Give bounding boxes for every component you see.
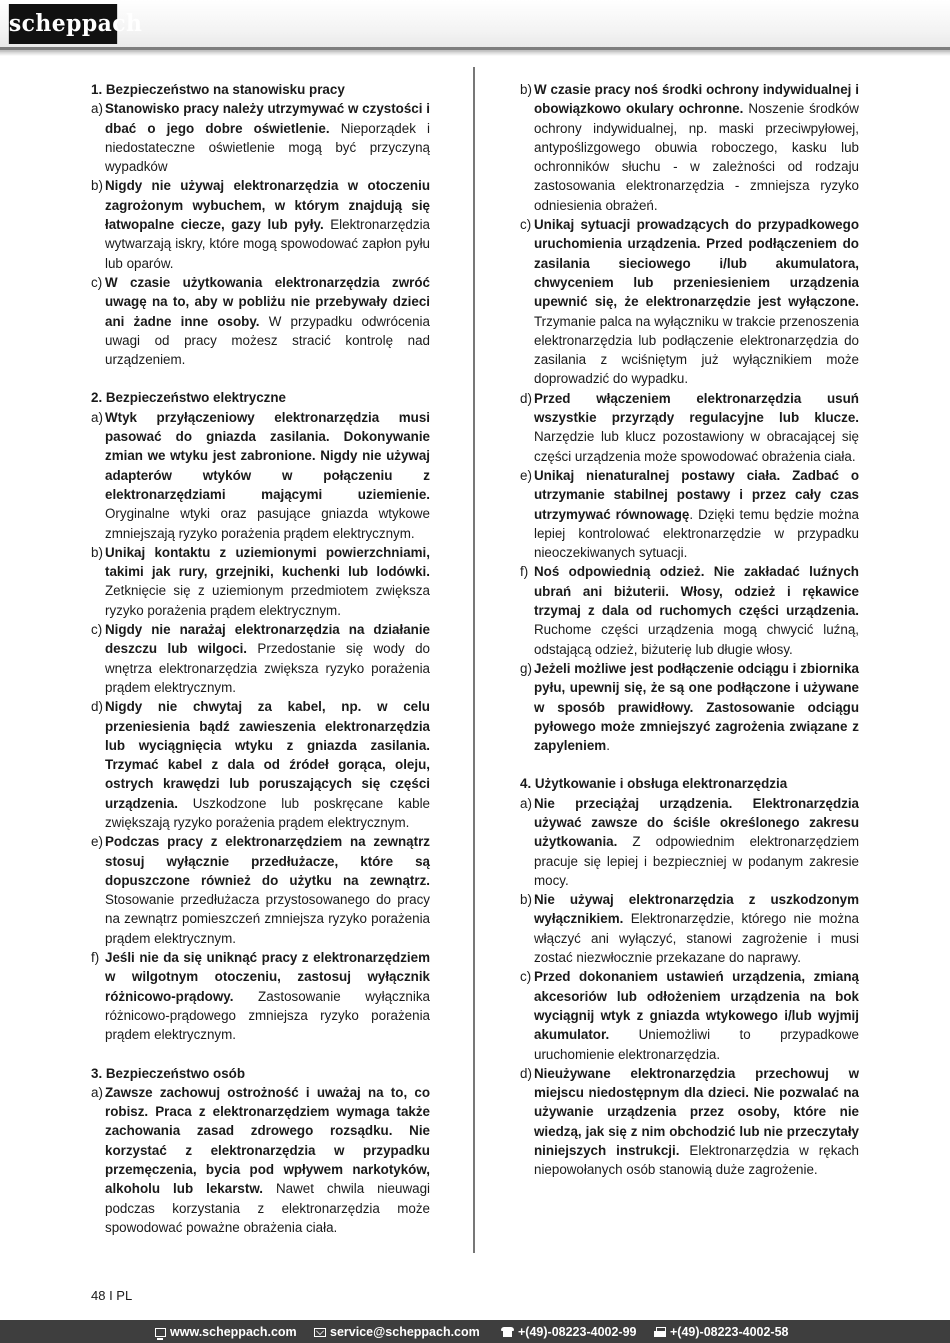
item-text <box>534 562 859 658</box>
item-normal-text: Nieporządek i niedostateczne oświetlenie mogą być przyczyną wypadków <box>105 120 430 175</box>
item-normal-text: Uniemożliwi to przypadkowe uruchomienie elektronarzędzia. <box>534 1027 859 1062</box>
item-text <box>105 408 430 543</box>
page-number: 48 I PL <box>91 1288 133 1303</box>
item-letter: e) <box>91 834 103 850</box>
item-bold-text: Przed dokonaniem ustawień urządzenia, zmianą akcesoriów lub odłożeniem urządzenia na bok wyciągnij wtyk z gniazda wtykowego i/lub wyjmij akumulator. <box>534 969 859 1043</box>
item-normal-text: . Dzięki temu będzie można lepiej kontrolować elektronarzędzie w przypadku nieoczekiwanych sytuacji. <box>534 506 859 561</box>
list-item <box>520 80 859 215</box>
item-bold-text: Zawsze zachowuj ostrożność i uważaj na to, co robisz. Praca z elektronarzędziem wymaga także zachowania zasad zdrowego rozsądku. Nie korzystać z elektronarzędzia w przypadku przemęczenia, bycia pod wpływem narkotyków, alkoholu lub lekarstw. <box>105 1084 430 1197</box>
list-item <box>91 620 430 697</box>
item-letter: d) <box>520 390 532 406</box>
item-text <box>105 832 430 948</box>
list-item <box>520 562 859 658</box>
item-normal-text: Zetknięcie się z uziemionym przedmiotem zwiększa ryzyko porażenia prądem elektrycznym. <box>105 583 430 618</box>
list-item <box>520 794 859 890</box>
list-item <box>520 215 859 389</box>
mail-icon <box>314 1328 326 1337</box>
list-item <box>520 389 859 466</box>
item-bold-text: Jeżeli możliwe jest podłączenie odciągu i zbiornika pyłu, upewnij się, że są one podłączone i używane w sposób prawidłowy. Zastosowanie odciągu pyłowego może zmniejszyć zagrożenia związane z zapyleniem <box>534 660 859 754</box>
item-bold-text: Jeśli nie da się uniknąć pracy z elektronarzędziem w wilgotnym otoczeniu, zastosuj wyłącznik różnicowo-prądowy. <box>105 950 430 1004</box>
item-letter: a) <box>91 409 103 425</box>
list-item <box>91 948 430 1044</box>
item-text <box>534 389 859 466</box>
item-bold-text: Wtyk przyłączeniowy elektronarzędzia musi pasować do gniazda zasilania. Dokonywanie zmian we wtyku jest zabronione. Nigdy nie używaj adapterów wtyków w połączeniu z elektronarzędziami mającymi uziemienie. <box>105 409 430 502</box>
item-bold-text: Podczas pracy z elektronarzędziem na zewnątrz stosuj wyłącznie przedłużacze, które są dopuszczone również do użytku na zewnątrz. <box>105 834 430 888</box>
list-item <box>91 273 430 369</box>
list-item <box>520 1064 859 1180</box>
item-text <box>534 890 859 967</box>
item-letter: b) <box>91 544 103 560</box>
item-normal-text: Trzymanie palca na wyłączniku w trakcie przenoszenia elektronarzędzia lub podłączenie elektronarzędzia do zasilania z wciśniętym już wyłącznikiem może doprowadzić do wypadku. <box>534 313 859 387</box>
item-normal-text: W przypadku odwrócenia uwagi od pracy możesz stracić kontrolę nad urządzeniem. <box>105 313 430 368</box>
page-header <box>0 0 950 52</box>
item-normal-text: Nawet chwila nieuwagi podczas korzystania z elektronarzędzia może spowodować poważne obrażenia ciała. <box>105 1181 430 1235</box>
item-normal-text: Uszkodzone lub poskręcane kable zwiększają ryzyko porażenia prądem elektrycznym. <box>105 795 430 830</box>
section <box>520 774 859 1179</box>
item-bold-text: Stanowisko pracy należy utrzymywać w czystości i dbać o jego dobre oświetlenie. <box>105 101 430 136</box>
item-letter: d) <box>91 699 103 715</box>
item-bold-text: Nieużywane elektronarzędzia przechowuj w miejscu niedostępnym dla dzieci. Nie pozwalać na używanie urządzenia przez osoby, które nie wiedzą, jak się z nim obchodzić lub nie przeczytały niniejszych instrukcji. <box>534 1065 859 1159</box>
monitor-icon <box>155 1328 166 1337</box>
item-text <box>534 659 859 755</box>
item-bold-text: Unikaj nienaturalnej postawy ciała. Zadbać o utrzymanie stabilnej postawy i przez cały czas utrzymywać równowagę <box>534 467 859 522</box>
column-divider <box>473 67 475 1253</box>
item-normal-text: Noszenie środków ochrony indywidualnej, np. maski przeciwpyłowej, antypoślizgowego obuwia roboczego, kasku lub ochronników słuchu - w zależności od rodzaju zastosowania elektronarzędzia - zmniejsza ryzyko odniesienia obrażeń. <box>534 101 859 213</box>
item-letter: g) <box>520 660 532 676</box>
item-normal-text: Elektronarzędzia w rękach niepowołanych osób stanowią duże zagrożenie. <box>534 1143 859 1178</box>
list-item <box>91 408 430 543</box>
left-column <box>91 80 430 1256</box>
item-letter: a) <box>91 1084 103 1100</box>
footer-email[interactable] <box>314 1324 480 1340</box>
footer-website[interactable] <box>155 1324 297 1340</box>
item-bold-text: Noś odpowiednią odzież. Nie zakładać luźnych ubrań ani biżuterii. Włosy, odzież i rękawice trzymaj z dala od ruchomych części urządzenia. <box>534 564 859 619</box>
item-normal-text: Zastosowanie wyłącznika różnicowo-prądowego zmniejsza ryzyko porażenia prądem elektrycznym. <box>105 988 430 1043</box>
item-normal-text: Z odpowiednim elektronarzędziem pracuje się lepiej i bezpieczniej w podanym zakresie mocy. <box>534 834 859 888</box>
item-text <box>105 620 430 697</box>
item-normal-text: Oryginalne wtyki oraz pasujące gniazda wtykowe zmniejszają ryzyko porażenia prądem elektrycznym. <box>105 506 430 541</box>
list-item <box>520 890 859 967</box>
item-letter: f) <box>520 564 529 580</box>
footer-email-text: service@scheppach.com <box>330 1325 480 1339</box>
footer-fax-text: +(49)-08223-4002-58 <box>670 1325 789 1339</box>
section-title: 3. Bezpieczeństwo osób <box>91 1065 246 1081</box>
list-item <box>520 466 859 562</box>
footer-fax[interactable] <box>654 1324 789 1340</box>
section <box>520 80 859 755</box>
item-bold-text: W czasie użytkowania elektronarzędzia zwróć uwagę na to, aby w pobliżu nie przebywały dzieci ani żadne inne osoby. <box>105 274 430 329</box>
item-normal-text: Elektronarzędzie, którego nie można włączyć ani wyłączyć, stanowi zagrożenie i musi zostać niezwłocznie przekazane do naprawy. <box>534 911 859 966</box>
section <box>91 388 430 1044</box>
fax-icon <box>654 1327 666 1337</box>
item-bold-text: W czasie pracy noś środki ochrony indywidualnej i obowiązkowo okulary ochronne. <box>534 82 859 117</box>
item-text <box>105 1083 430 1237</box>
list-item <box>520 967 859 1063</box>
item-letter: b) <box>91 178 103 194</box>
item-text <box>534 466 859 562</box>
list-item <box>91 543 430 620</box>
list-item <box>91 1083 430 1237</box>
section <box>91 1064 430 1238</box>
item-bold-text: Nie przeciążaj urządzenia. Elektronarzędzia używać zawsze do ściśle określonego zakresu użytkowania. <box>534 795 859 850</box>
item-bold-text: Unikaj sytuacji prowadzących do przypadkowego uruchomienia urządzenia. Przed podłączeniem do zasilania sieciowego i/lub akumulatora, chwyceniem lub przeniesieniem urządzenia upewnić się, że elektronarzędzie jest wyłączone. <box>534 217 859 310</box>
item-text <box>534 1064 859 1180</box>
item-text <box>534 215 859 389</box>
item-letter: c) <box>520 969 532 985</box>
item-normal-text: Ruchome części urządzenia mogą chwycić luźną, odstającą odzież, biżuterię lub długie włosy. <box>534 622 859 657</box>
list-item <box>91 176 430 272</box>
item-bold-text: Nie używaj elektronarzędzia z uszkodzonym wyłącznikiem. <box>534 892 859 927</box>
item-letter: f) <box>91 950 100 966</box>
item-text <box>534 967 859 1063</box>
item-letter: c) <box>520 217 532 233</box>
list-item <box>91 99 430 176</box>
item-letter: b) <box>520 892 532 908</box>
footer-phone[interactable] <box>501 1324 637 1340</box>
item-bold-text: Nigdy nie chwytaj za kabel, np. w celu przeniesienia bądź zawieszenia elektronarzędzia lub wyciągnięcia wtyku z gniazda zasilania. Trzymać kabel z dala od źródeł gorąca, oleju, ostrych krawędzi lub poruszających się części urządzenia. <box>105 699 430 811</box>
section <box>91 80 430 369</box>
item-normal-text: Narzędzie lub klucz pozostawiony w obracającej się części urządzenia może spowodować obrażenia ciała. <box>534 429 859 464</box>
item-letter: e) <box>520 467 532 483</box>
section-title: 4. Użytkowanie i obsługa elektronarzędzia <box>520 776 788 792</box>
item-bold-text: Przed włączeniem elektronarzędzia usuń wszystkie przyrządy regulacyjne lub klucze. <box>534 390 859 426</box>
item-letter: c) <box>91 622 103 638</box>
item-letter: a) <box>91 101 103 117</box>
list-item <box>520 659 859 755</box>
item-normal-text: Przedostanie się wody do wnętrza elektronarzędzia zwiększa ryzyko porażenia prądem elektrycznym. <box>105 641 430 695</box>
item-text <box>534 794 859 890</box>
section-title: 1. Bezpieczeństwo na stanowisku pracy <box>91 82 345 97</box>
item-text <box>105 948 430 1044</box>
item-normal-text: Stosowanie przedłużacza przystosowanego do pracy na zewnątrz pomieszczeń zmniejsza ryzyko porażenia prądem elektrycznym. <box>105 892 430 946</box>
item-bold-text: Nigdy nie używaj elektronarzędzia w otoczeniu zagrożonym wybuchem, w którym znajdują się łatwopalne ciecze, gazy lub pyły. <box>105 178 430 233</box>
item-text <box>105 543 430 620</box>
phone-icon <box>501 1327 514 1337</box>
section-title: 2. Bezpieczeństwo elektryczne <box>91 390 286 406</box>
item-normal-text: . <box>606 738 610 754</box>
item-text <box>105 99 430 176</box>
list-item <box>91 697 430 832</box>
item-text <box>105 176 430 272</box>
footer-phone-text: +(49)-08223-4002-99 <box>518 1325 637 1339</box>
item-text <box>534 80 859 215</box>
right-column <box>520 80 859 1199</box>
item-letter: c) <box>91 274 103 290</box>
item-letter: b) <box>520 82 532 97</box>
item-text <box>105 697 430 832</box>
item-normal-text: Elektronarzędzia wytwarzają iskry, które mogą spowodować zapłon pyłu lub oparów. <box>105 217 430 271</box>
item-letter: d) <box>520 1065 532 1081</box>
footer-website-text: www.scheppach.com <box>170 1325 297 1339</box>
item-bold-text: Nigdy nie narażaj elektronarzędzia na działanie deszczu lub wilgoci. <box>105 622 430 657</box>
header-shadow <box>0 50 950 56</box>
list-item <box>91 832 430 948</box>
item-bold-text: Unikaj kontaktu z uziemionymi powierzchniami, takimi jak rury, grzejniki, kuchenki lub lodówki. <box>105 544 430 580</box>
item-text <box>105 273 430 369</box>
scheppach-logo: scheppach <box>9 4 117 44</box>
item-letter: a) <box>520 795 532 811</box>
